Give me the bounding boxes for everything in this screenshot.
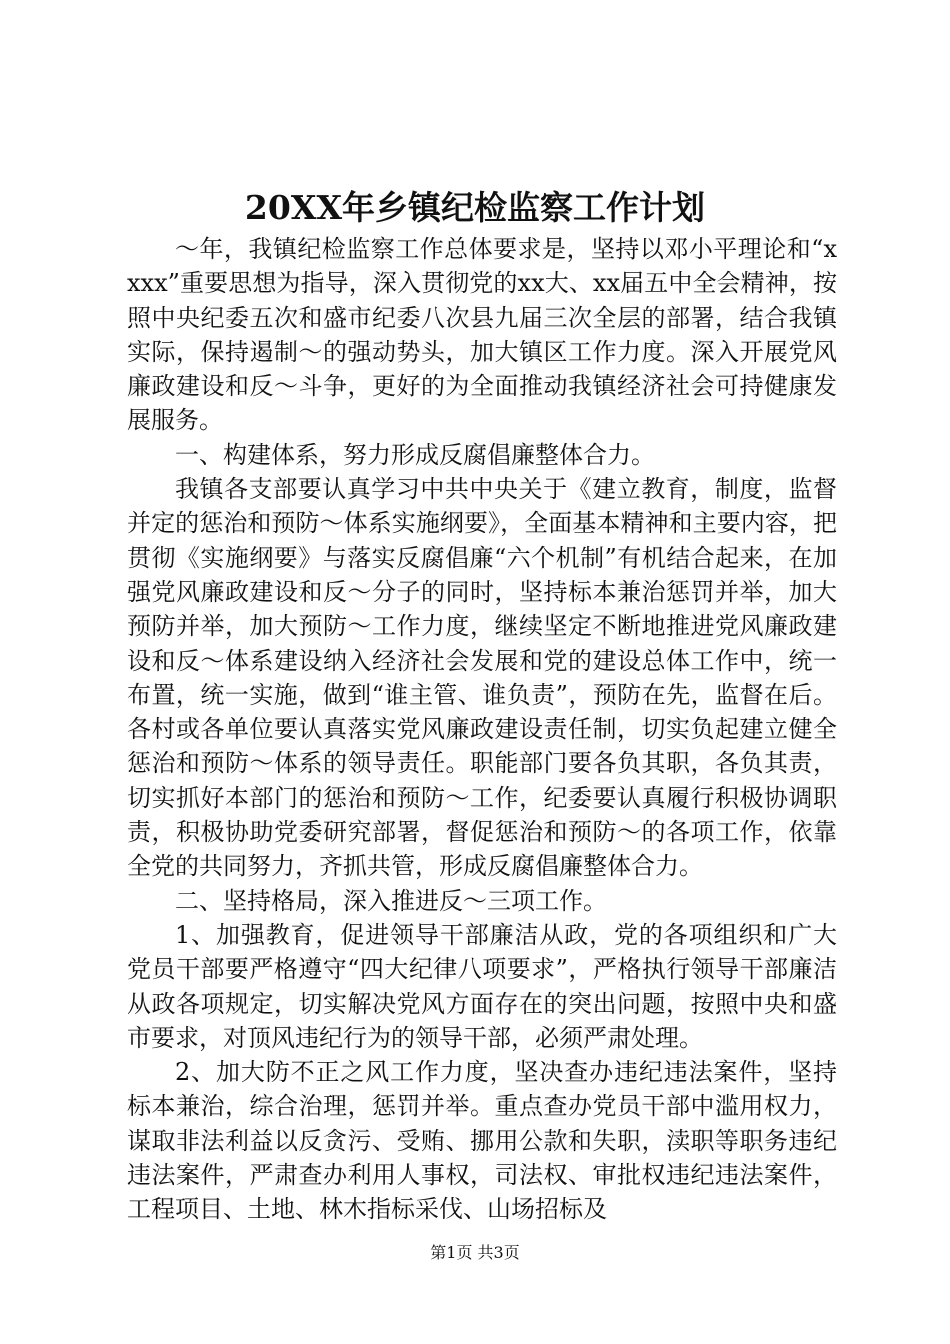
page-number-footer: 第1页 共3页 (430, 1243, 520, 1262)
section-heading-1: 一、构建体系，努力形成反腐倡廉整体合力。 (175, 440, 655, 469)
document-body (127, 232, 837, 1227)
paragraph-item-2: 2、加大防不正之风工作力度，坚决查办违纪违法案件，坚持标本兼治，综合治理，惩罚并举。重点查办党员干部中滥用权力，谋取非法利益以反贪污、受贿、挪用公款和失职，渎职等职务违纪违法案件，严肃查办利用人事权，司法权、审批权违纪违法案件，工程项目、土地、林木指标采伐、山场招标及 (127, 1058, 837, 1224)
paragraph-intro: ～年，我镇纪检监察工作总体要求是，坚持以邓小平理论和“xxxx”重要思想为指导，深入贯彻党的xx大、xx届五中全会精神，按照中央纪委五次和盛市纪委八次县九届三次全层的部署，结合我镇实际，保持遏制～的强动势头，加大镇区工作力度。深入开展党风廉政建设和反～斗争，更好的为全面推动我镇经济社会可持健康发展服务。 (127, 235, 837, 435)
section-heading-2: 二、坚持格局，深入推进反～三项工作。 (175, 886, 607, 915)
paragraph-item-1: 1、加强教育，促进领导干部廉洁从政，党的各项组织和广大党员干部要严格遵守“四大纪律八项要求”，严格执行领导干部廉洁从政各项规定，切实解决党风方面存在的突出问题，按照中央和盛市要求，对顶风违纪行为的领导干部，必须严肃处理。 (127, 920, 837, 1052)
paragraph-section-1: 我镇各支部要认真学习中共中央关于《建立教育，制度，监督并定的惩治和预防～体系实施纲要》，全面基本精神和主要内容，把贯彻《实施纲要》与落实反腐倡廉“六个机制”有机结合起来，在加强党风廉政建设和反～分子的同时，坚持标本兼治惩罚并举，加大预防并举，加大预防～工作力度，继续坚定不断地推进党风廉政建设和反～体系建设纳入经济社会发展和党的建设总体工作中，统一布置，统一实施，做到“谁主管、谁负责”，预防在先，监督在后。各村或各单位要认真落实党风廉政建设责任制，切实负起建立健全惩治和预防～体系的领导责任。职能部门要各负其职，各负其责，切实抓好本部门的惩治和预防～工作，纪委要认真履行积极协调职责，积极协助党委研究部署，督促惩治和预防～的各项工作，依靠全党的共同努力，齐抓共管，形成反腐倡廉整体合力。 (127, 475, 837, 881)
document-title: 20XX年乡镇纪检监察工作计划 (244, 188, 706, 227)
